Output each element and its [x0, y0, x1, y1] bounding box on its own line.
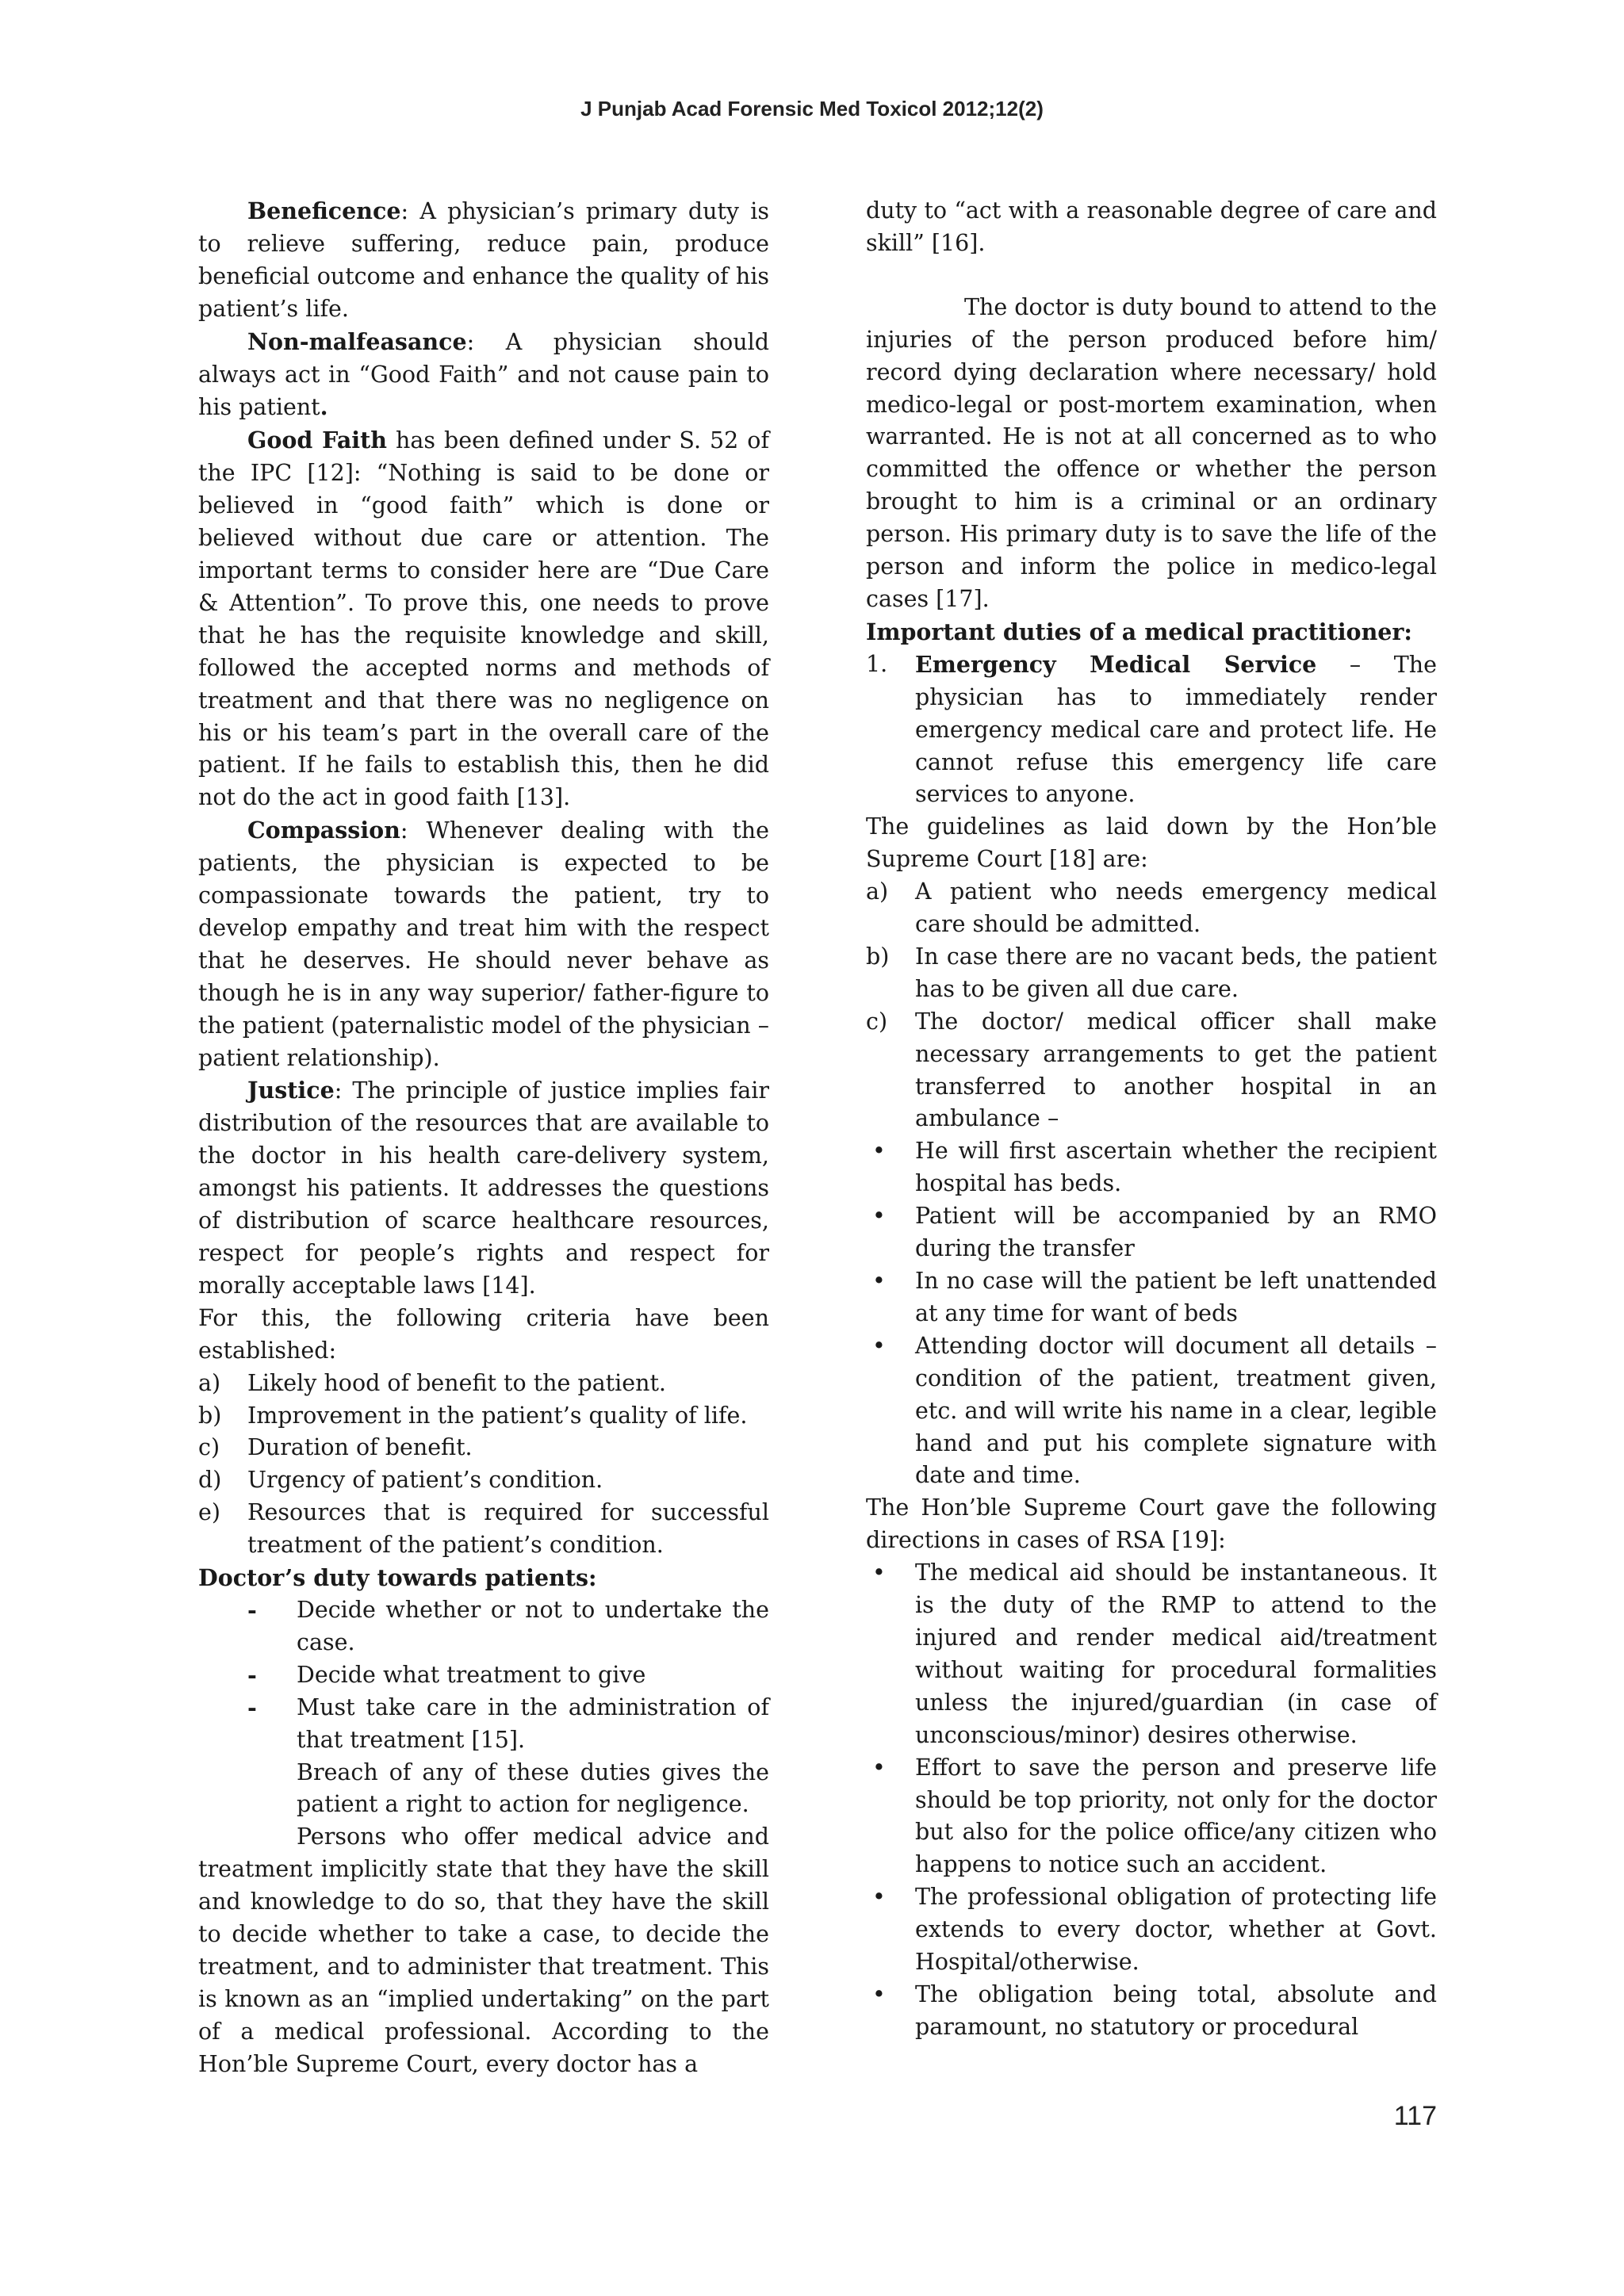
list-item-text: [915, 649, 1437, 812]
list-item: [198, 1692, 769, 1757]
list-item: [198, 1594, 769, 1659]
bullet-icon: •: [872, 1203, 886, 1230]
list-item-text: Decide whether or not to undertake the case.: [297, 1596, 769, 1655]
list-item: [866, 1330, 1437, 1493]
list-item: [866, 1979, 1437, 2044]
bullet-icon: •: [872, 1559, 886, 1586]
term-emergency-medical-service: Emergency Medical Service: [915, 650, 1317, 678]
guidelines-intro: The guidelines as laid down by the Hon’ble Supreme Court [18] are:: [866, 813, 1437, 873]
list-item: [198, 1497, 769, 1562]
list-marker: b): [866, 943, 890, 970]
bullet-icon: •: [872, 1884, 886, 1911]
rsa-intro: The Hon’ble Supreme Court gave the following directions in cases of RSA [19]:: [866, 1494, 1437, 1554]
continued-paragraph: duty to “act with a reasonable degree of care and skill” [16].: [866, 197, 1437, 256]
duties-list: [198, 1594, 769, 1757]
list-marker: e): [198, 1499, 220, 1526]
section-heading-doctor-duty: Doctor’s duty towards patients:: [198, 1564, 597, 1592]
bullet-icon: •: [872, 1980, 886, 2007]
paragraph-justice: [198, 1074, 769, 1302]
list-item-text: The medical aid should be instantaneous. It is the duty of the RMP to attend to the injured and render medical aid/treatment without waiting for procedural formalities unless the injured/guardian (in case of unconscious/minor) desires otherwise.: [915, 1559, 1437, 1748]
dash-marker: -: [247, 1693, 257, 1721]
list-item-text: Patient will be accompanied by an RMO during the transfer: [915, 1203, 1437, 1262]
bullet-icon: •: [872, 1332, 886, 1359]
list-item: [866, 1881, 1437, 1979]
beneficence-text: : A physician’s primary duty is to relieve suffering, reduce pain, produce beneficial outcome and enhance the quality of his patient’s life.: [198, 198, 769, 322]
list-marker: 1.: [866, 650, 888, 677]
left-column: [198, 195, 769, 2081]
bullet-icon: •: [872, 1268, 886, 1294]
list-item: [198, 1659, 769, 1692]
important-duties-list: [866, 649, 1437, 812]
list-item-text: Effort to save the person and preserve life should be top priority, not only for the doctor but also for the police office/any citizen who happens to notice such an accident.: [915, 1754, 1437, 1878]
term-compassion: Compassion: [247, 817, 400, 844]
list-item: [866, 876, 1437, 941]
list-item-text: Decide what treatment to give: [297, 1661, 646, 1688]
right-column: [866, 195, 1437, 2044]
bullet-icon: •: [872, 1754, 886, 1781]
duty-bound-paragraph: The doctor is duty bound to attend to the injuries of the person produced before him/ record dying declaration where necessary/ hold medico-legal or post-mortem examination, when warranted. He is not at all concerned as to who committed the offence or whether the person brought to him is a criminal or an ordinary person. His primary duty is to save the life of the person and inform the police in medico-legal cases [17].: [866, 293, 1437, 612]
implied-undertaking-paragraph: Persons who offer medical advice and treatment implicitly state that they have the skill and knowledge to do so, that they have the skill to decide whether to take a case, to decide the treatment, and to administer that treatment. This is known as an “implied undertaking” on the part of a medical professional. According to the Hon’ble Supreme Court, every doctor has a: [198, 1823, 769, 2077]
paragraph-compassion: [198, 814, 769, 1074]
list-item-text: The doctor/ medical officer shall make necessary arrangements to get the patient transferred to another hospital in an ambulance –: [915, 1008, 1437, 1132]
paragraph-good-faith: [198, 424, 769, 814]
dash-marker: -: [247, 1596, 257, 1624]
term-beneficence: Beneficence: [247, 197, 401, 224]
term-justice: Justice: [247, 1077, 335, 1104]
list-item-text: Improvement in the patient’s quality of life.: [247, 1402, 748, 1429]
non-malfeasance-end: .: [320, 393, 328, 421]
list-item: [198, 1400, 769, 1433]
list-item-text: A patient who needs emergency medical care should be admitted.: [915, 878, 1437, 938]
list-item-text: The obligation being total, absolute and paramount, no statutory or procedural: [915, 1980, 1437, 2040]
list-item: [866, 1557, 1437, 1751]
term-non-malfeasance: Non-malfeasance: [247, 327, 467, 355]
guidelines-list: [866, 876, 1437, 1135]
list-item-text: Duration of benefit.: [247, 1434, 473, 1461]
list-marker: b): [198, 1402, 222, 1429]
list-item-text: In no case will the patient be left unattended at any time for want of beds: [915, 1268, 1437, 1326]
list-item-text: Must take care in the administration of that treatment [15].: [297, 1693, 769, 1753]
list-item: [866, 941, 1437, 1006]
list-item-text: Attending doctor will document all details – condition of the patient, treatment given, etc. and will write his name in a clear, legible hand and put his complete signature with date and time.: [915, 1332, 1437, 1489]
emergency-medical-service-text: – The physician has to immediately render emergency medical care and protect life. He cannot refuse this emergency life care services to anyone.: [915, 651, 1437, 808]
dash-marker: -: [247, 1661, 257, 1689]
list-item-text: Urgency of patient’s condition.: [247, 1467, 603, 1494]
list-marker: a): [198, 1369, 221, 1396]
good-faith-text: has been defined under S. 52 of the IPC [12]: “Nothing is said to be done or believed in “good faith” which is done or believed without due care or attention. The important terms to consider here are “Due Care & Attention”. To prove this, one needs to prove that he has the requisite knowledge and skill, followed the accepted norms and methods of treatment and that there was no negligence on his or his team’s part in the overall care of the patient. If he fails to establish this, then he did not do the act in good faith [13].: [198, 427, 770, 811]
list-marker: c): [198, 1434, 220, 1461]
list-marker: c): [866, 1008, 888, 1035]
list-item: [866, 1135, 1437, 1200]
transfer-bullets: [866, 1135, 1437, 1492]
justice-text: : The principle of justice implies fair distribution of the resources that are available to the doctor in his health care-delivery system, amongst his patients. It addresses the questions of distribution of scarce healthcare resources, respect for people’s rights and respect for morally acceptable laws [14].: [198, 1077, 769, 1299]
compassion-text: : Whenever dealing with the patients, the physician is expected to be compassionate towards the patient, try to develop empathy and treat him with the respect that he deserves. He should never behave as though he is in any way superior/ father-figure to the patient (paternalistic model of the physician – patient relationship).: [198, 817, 769, 1071]
criteria-intro: For this, the following criteria have been established:: [198, 1304, 769, 1364]
list-item: [198, 1432, 769, 1464]
list-item-text: Likely hood of benefit to the patient.: [247, 1369, 666, 1396]
breach-paragraph: Breach of any of these duties gives the patient a right to action for negligence.: [297, 1758, 769, 1818]
term-good-faith: Good Faith: [247, 427, 388, 454]
list-item-text: In case there are no vacant beds, the patient has to be given all due care.: [915, 943, 1437, 1002]
list-marker: a): [866, 878, 889, 905]
section-heading-important-duties: Important duties of a medical practitioner:: [866, 618, 1412, 645]
paragraph-non-malfeasance: [198, 326, 769, 425]
bullet-icon: •: [872, 1138, 886, 1165]
list-item: [198, 1368, 769, 1400]
list-marker: d): [198, 1467, 222, 1494]
list-item: [866, 1006, 1437, 1136]
page-number: 117: [1393, 2101, 1437, 2131]
list-item: [866, 1200, 1437, 1265]
paragraph-beneficence: [198, 195, 769, 326]
list-item-text: The professional obligation of protecting life extends to every doctor, whether at Govt. Hospital/otherwise.: [915, 1884, 1437, 1976]
criteria-list: [198, 1368, 769, 1562]
rsa-bullets: [866, 1557, 1437, 2044]
running-header: J Punjab Acad Forensic Med Toxicol 2012;12(2): [580, 97, 1044, 121]
list-item-text: He will first ascertain whether the recipient hospital has beds.: [915, 1138, 1437, 1197]
list-item: [866, 1265, 1437, 1330]
list-item: [198, 1464, 769, 1497]
non-malfeasance-text: : A physician should always act in “Good Faith” and not cause pain to his patient: [198, 328, 769, 421]
list-item: [866, 1752, 1437, 1882]
list-item: [866, 649, 1437, 812]
list-item-text: Resources that is required for successful treatment of the patient’s condition.: [247, 1499, 769, 1559]
paragraph-gap: [866, 260, 1437, 292]
